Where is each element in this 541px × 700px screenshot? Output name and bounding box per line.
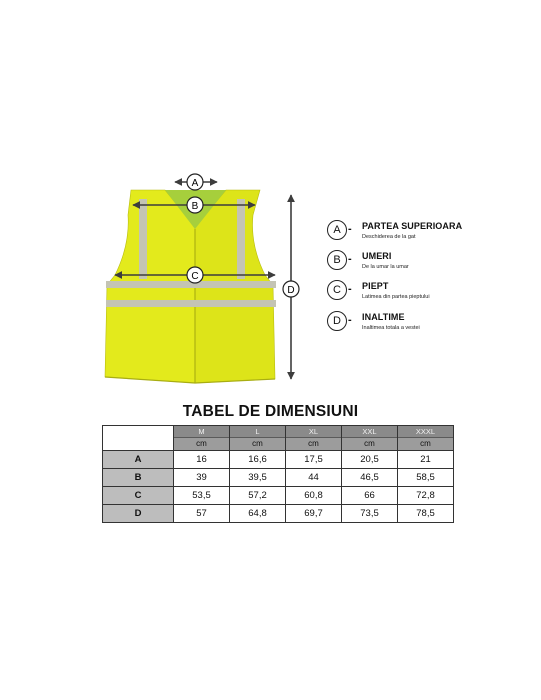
row-label: C (103, 487, 174, 505)
unit-label: cm (230, 437, 285, 450)
vest-illustration (95, 165, 325, 390)
table-cell: 16,6 (230, 451, 286, 469)
table-cell: 20,5 (342, 451, 398, 469)
table-cell: 53,5 (174, 487, 230, 505)
size-header-xl (286, 426, 342, 451)
reflective-stripe (139, 199, 147, 279)
table-cell: 21 (398, 451, 454, 469)
size-label: XL (308, 427, 319, 436)
legend-subtitle: Inaltimea totala a vestei (362, 325, 420, 331)
legend-title: PIEPT (362, 281, 389, 291)
table-cell: 39,5 (230, 469, 286, 487)
measure-label-c: C (191, 271, 199, 282)
table-cell: 44 (286, 469, 342, 487)
row-label: B (103, 469, 174, 487)
measure-label-d: D (287, 285, 295, 296)
row-label: A (103, 451, 174, 469)
table-row (103, 469, 454, 487)
table-cell: 17,5 (286, 451, 342, 469)
legend-subtitle: De la umar la umar (362, 264, 409, 270)
legend-title: PARTEA SUPERIOARA (362, 221, 463, 231)
size-header-xxxl (398, 426, 454, 451)
legend-subtitle: Latimea din partea pieptului (362, 294, 430, 300)
unit-label: cm (342, 437, 397, 450)
table-row (103, 505, 454, 523)
reflective-stripe (106, 300, 276, 307)
legend-dash: - (348, 283, 352, 295)
table-cell: 64,8 (230, 505, 286, 523)
unit-label: cm (398, 437, 453, 450)
table-row (103, 487, 454, 505)
table-title: TABEL DE DIMENSIUNI (182, 403, 359, 420)
legend-letter: B (327, 250, 347, 270)
legend-subtitle: Deschiderea de la gat (362, 234, 416, 240)
measure-label-a: A (191, 178, 199, 189)
table-cell: 57,2 (230, 487, 286, 505)
legend-dash: - (348, 314, 352, 326)
unit-label: cm (174, 437, 229, 450)
legend-title: UMERI (362, 251, 392, 261)
table-corner-cell (103, 426, 174, 451)
size-header-m (174, 426, 230, 451)
table-row (103, 451, 454, 469)
table-cell: 46,5 (342, 469, 398, 487)
row-label: D (103, 505, 174, 523)
table-cell: 69,7 (286, 505, 342, 523)
legend-letter: D (327, 311, 347, 331)
size-label: XXL (362, 427, 377, 436)
legend-title: INALTIME (362, 312, 405, 322)
legend-letter: A (327, 220, 347, 240)
table-cell: 39 (174, 469, 230, 487)
size-label: L (255, 427, 260, 436)
table-cell: 60,8 (286, 487, 342, 505)
size-label: XXXL (415, 427, 436, 436)
legend-dash: - (348, 253, 352, 265)
table-cell: 78,5 (398, 505, 454, 523)
table-cell: 72,8 (398, 487, 454, 505)
size-label: M (198, 427, 205, 436)
size-header-l (230, 426, 286, 451)
reflective-stripe (237, 199, 245, 279)
table-cell: 57 (174, 505, 230, 523)
size-table (102, 425, 454, 523)
size-header-xxl (342, 426, 398, 451)
table-cell: 73,5 (342, 505, 398, 523)
legend-dash: - (348, 223, 352, 235)
unit-label: cm (286, 437, 341, 450)
legend-letter: C (327, 280, 347, 300)
measure-label-b: B (191, 201, 199, 212)
table-header-row (103, 426, 454, 451)
table-cell: 58,5 (398, 469, 454, 487)
table-cell: 66 (342, 487, 398, 505)
table-cell: 16 (174, 451, 230, 469)
